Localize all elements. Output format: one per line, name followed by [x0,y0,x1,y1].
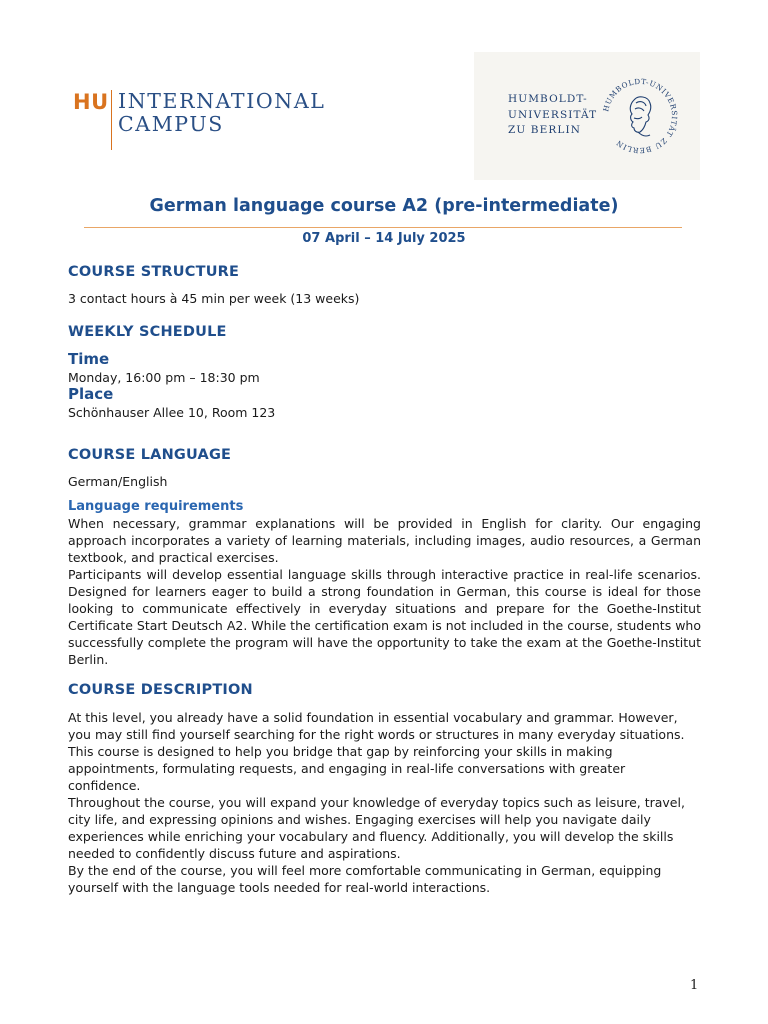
course-description-paragraph: At this level, you already have a solid foundation in essential vocabulary and grammar. However, you may still find yourself searching for the right words or structures in many everyday situations. This course is designed to help you bridge that gap by reinforcing your skills in making appointments, formulating requests, and engaging in real-life conversations with greater confidence. [68,710,685,793]
language-requirements-body [68,515,701,668]
svg-text:HUMBOLDT-UNIVERSITÄT ZU BERLIN [601,77,679,155]
course-description-paragraph: Throughout the course, you will expand your knowledge of everyday topics such as leisure, travel, city life, and expressing opinions and wishes. Engaging exercises will help you navigate daily experiences while enriching your vocabulary and fluency. Additionally, you will develop the skills needed to confidently discuss future and aspirations. [68,795,685,861]
course-description-body [68,709,701,896]
university-name-line3: ZU BERLIN [508,124,581,136]
course-structure-heading: COURSE STRUCTURE [68,264,240,280]
time-value: Monday, 16:00 pm – 18:30 pm [68,370,260,385]
course-dates: 07 April – 14 July 2025 [302,231,466,246]
hu-logo-line1: INTERNATIONAL [118,89,326,113]
title-divider [84,227,682,228]
document-title: German language course A2 (pre-intermediate) [149,196,619,216]
place-label: Place [68,385,114,403]
time-label: Time [68,350,110,368]
university-name [508,92,597,139]
course-language-heading: COURSE LANGUAGE [68,447,232,463]
weekly-schedule-heading: WEEKLY SCHEDULE [68,324,227,340]
course-description-paragraph: By the end of the course, you will feel more comfortable communicating in German, equipping yourself with the language tools needed for real-world interactions. [68,863,662,895]
place-value: Schönhauser Allee 10, Room 123 [68,405,276,420]
course-language-text: German/English [68,474,168,489]
university-seal-icon [598,74,682,158]
course-structure-text: 3 contact hours à 45 min per week (13 weeks) [68,291,360,306]
university-name-line2: UNIVERSITÄT [508,108,598,121]
university-name-line1: HUMBOLDT- [508,93,588,105]
hu-logo-letters: HU [73,90,109,114]
seal-ring-text: HUMBOLDT-UNIVERSITÄT ZU BERLIN [601,76,680,156]
language-requirements-heading: Language requirements [68,499,244,514]
course-description-heading: COURSE DESCRIPTION [68,682,253,698]
hu-logo-line2: CAMPUS [118,112,224,136]
language-requirements-paragraph: When necessary, grammar explanations will be provided in English for clarity. Our engaging approach incorporates a variety of learning materials, including images, audio resources, a German textbook, and practical exercises. [68,516,701,565]
humboldt-university-logo [474,52,700,180]
hu-logo-divider [111,90,112,150]
language-requirements-paragraph: Participants will develop essential language skills through interactive practice in real-life scenarios. Designed for learners eager to build a strong foundation in German, this course is ideal for those looking to communicate effectively in everyday situations and prepare for the Goethe-Institut Certificate Start Deutsch A2. While the certification exam is not included in the course, students who successfully complete the program will have the opportunity to take the exam at the Goethe-Institut Berlin. [68,567,701,667]
page-number: 1 [690,978,699,993]
